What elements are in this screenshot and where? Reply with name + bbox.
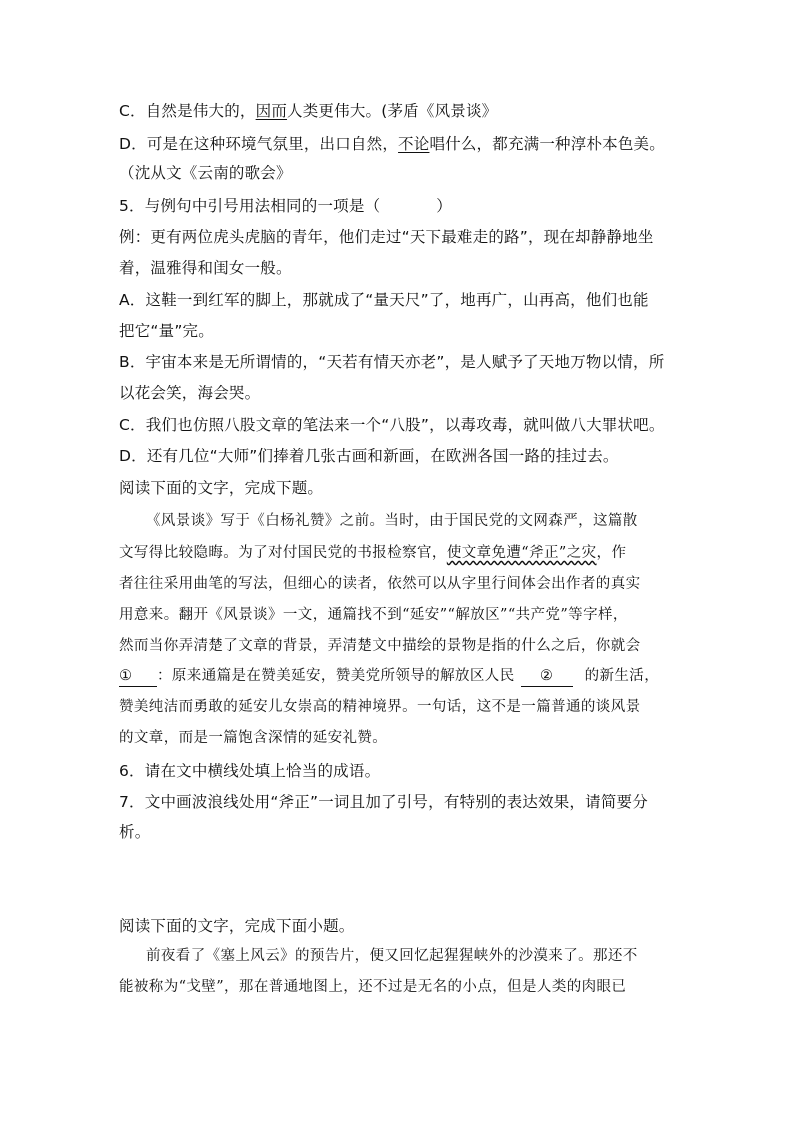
q4-option-c: C．自然是伟大的，因而人类更伟大。(茅盾《风景谈》 xyxy=(119,102,498,120)
q5-stem: 5．与例句中引号用法相同的一项是（ ） xyxy=(119,197,452,215)
passage-1-line-6: ① ：原来通篇是在赞美延安，赞美党所领导的解放区人民 ② 的新生活， xyxy=(119,666,659,687)
question-7-line-2: 析。 xyxy=(119,823,151,841)
passage-1-line-3: 者往往采用曲笔的写法，但细心的读者，依然可以从字里行间体会出作者的真实 xyxy=(119,576,641,592)
underlined-word: 不论 xyxy=(398,135,430,153)
passage-1-intro: 阅读下面的文字，完成下题。 xyxy=(119,479,324,497)
passage-1-line-5: 然而当你弄清楚了文章的背景，弄清楚文中描绘的景物是指的什么之后，你就会 xyxy=(119,638,641,654)
question-7-line-1: 7．文中画波浪线处用“斧正”一词且加了引号，有特别的表达效果，请简要分 xyxy=(119,793,648,811)
q5-option-c: C．我们也仿照八股文章的笔法来一个“八股”，以毒攻毒，就叫做八大罪状吧。 xyxy=(119,416,665,434)
q4-option-d: D．可是在这种环境气氛里，出口自然，不论唱什么，都充满一种淳朴本色美。 xyxy=(119,135,665,153)
fill-blank-2: ② xyxy=(521,666,573,687)
passage-2-line-1: 前夜看了《塞上风云》的预告片，便又回忆起猩猩峡外的沙漠来了。那还不 xyxy=(146,948,638,964)
passage-1-line-1: 《风景谈》写于《白杨礼赞》之前。当时，由于国民党的文网森严，这篇散 xyxy=(146,513,638,529)
q5-option-b-line-2: 以花会笑，海会哭。 xyxy=(119,384,261,402)
passage-1-line-4: 用意来。翻开《风景谈》一文，通篇找不到“延安”“解放区”“共产党”等字样， xyxy=(119,607,628,623)
passage-1-line-7: 赞美纯洁而勇敢的延安儿女崇高的精神境界。一句话，这不是一篇普通的谈风景 xyxy=(119,699,641,715)
passage-2-intro: 阅读下面的文字，完成下面小题。 xyxy=(119,917,355,935)
wavy-underlined-phrase: 使文章免遭“斧正”之灾 xyxy=(446,545,597,561)
q5-example-line-1: 例：更有两位虎头虎脑的青年，他们走过“天下最难走的路”，现在却静静地坐 xyxy=(119,228,654,246)
passage-1-line-2: 文写得比较隐晦。为了对付国民党的书报检察官，使文章免遭“斧正”之灾，作 xyxy=(119,545,627,561)
question-6: 6．请在文中横线处填上恰当的成语。 xyxy=(119,762,381,780)
q5-option-a-line-2: 把它“量”完。 xyxy=(119,322,214,340)
underlined-word: 因而 xyxy=(255,102,288,120)
passage-1-line-8: 的文章，而是一篇饱含深情的延安礼赞。 xyxy=(119,730,388,746)
fill-blank-1: ① xyxy=(119,666,157,687)
q4-option-d-source: （沈从文《云南的歌会》 xyxy=(119,164,292,182)
passage-2-line-2: 能被称为“戈壁”，那在普通地图上，还不过是无名的小点，但是人类的肉眼已 xyxy=(119,979,627,995)
q5-option-d: D．还有几位“大师”们捧着几张古画和新画，在欧洲各国一路的挂过去。 xyxy=(119,447,619,465)
q5-example-line-2: 着，温雅得和闺女一般。 xyxy=(119,259,292,277)
q5-option-a-line-1: A．这鞋一到红军的脚上，那就成了“量天尺”了，地再广，山再高，他们也能 xyxy=(119,291,649,309)
q5-option-b-line-1: B．宇宙本来是无所谓情的，“天若有情天亦老”，是人赋予了天地万物以情，所 xyxy=(119,353,665,371)
